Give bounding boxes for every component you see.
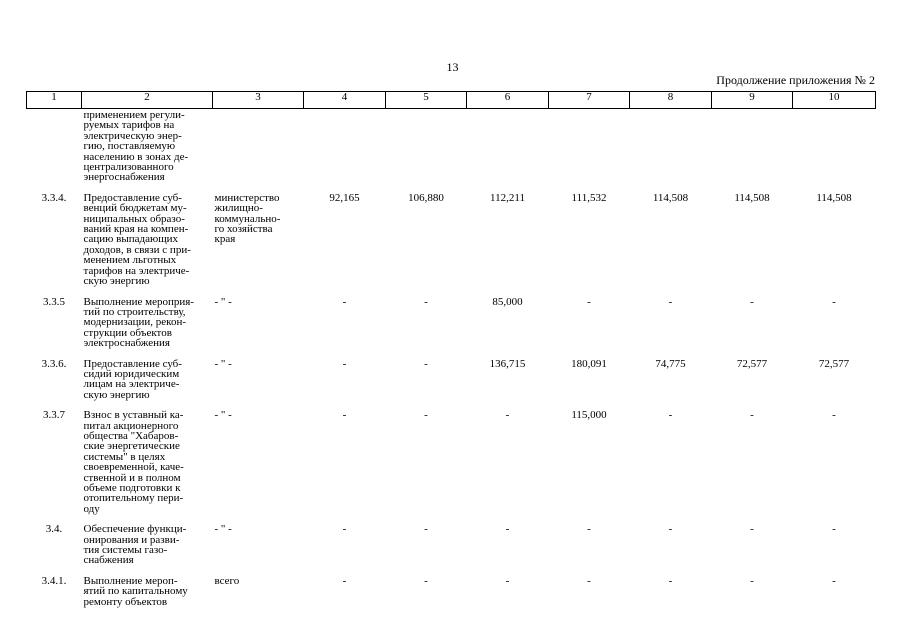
executor-line: жилищно-	[214, 202, 263, 215]
header-cell: 8	[630, 92, 712, 109]
value-cell: 72,577	[818, 357, 850, 370]
activity-name-line: тий по строительству,	[83, 305, 186, 318]
value-cell: -	[668, 409, 673, 422]
header-cell: 3	[213, 92, 304, 109]
executor-line: коммунально-	[214, 212, 281, 225]
table-row	[27, 193, 876, 297]
row-number	[27, 109, 82, 193]
value-cell: -	[424, 523, 428, 536]
activity-name-line: менением льготных	[83, 254, 177, 267]
value-cell	[467, 109, 549, 193]
activity-name-line: доходов, в связи с при-	[83, 243, 191, 256]
activity-name	[82, 193, 213, 297]
activity-name-line: гию, поставляемую	[83, 140, 176, 153]
value-cell	[304, 109, 386, 193]
executor-line: края	[214, 233, 236, 246]
activity-name-line: Обеспечение функци-	[83, 523, 187, 536]
activity-name	[82, 359, 213, 411]
activity-name-line: ственной и в полном	[83, 471, 181, 484]
value-cell: -	[342, 574, 347, 587]
value-cell: -	[424, 409, 428, 422]
executor-line: - " -	[214, 295, 232, 308]
value-cell: -	[832, 295, 836, 308]
activity-name	[82, 410, 213, 524]
continuation-note: Продолжение приложения № 2	[716, 73, 875, 87]
row-number: 3.3.7	[43, 409, 65, 422]
value-cell: 72,577	[736, 357, 768, 370]
activity-name-line: Предоставление суб-	[83, 191, 182, 204]
value-cell: -	[750, 295, 754, 308]
value-cell: -	[505, 409, 510, 422]
value-cell: 114,508	[816, 191, 852, 204]
activity-name-line: Выполнение мероприя-	[83, 295, 194, 308]
activity-name	[82, 297, 213, 359]
activity-name-line: скую энергию	[83, 275, 150, 288]
value-cell: -	[750, 409, 754, 422]
value-cell: 114,508	[734, 191, 770, 204]
activity-name-line: централизованного	[83, 161, 174, 174]
header-cell: 4	[304, 92, 386, 109]
header-cell: 6	[467, 92, 549, 109]
value-cell: -	[668, 574, 673, 587]
executor	[213, 109, 304, 193]
header-cell: 9	[712, 92, 793, 109]
table-row	[27, 576, 876, 617]
activity-name-line: Предоставление суб-	[83, 357, 182, 370]
row-number: 3.3.5	[43, 295, 65, 308]
executor	[213, 193, 304, 297]
value-cell	[793, 109, 876, 193]
value-cell: 74,775	[655, 357, 686, 370]
value-cell: 92,165	[329, 191, 360, 204]
value-cell: -	[832, 523, 836, 536]
activity-name-line: ремонту объектов	[83, 595, 168, 608]
activity-name-line: струкции объектов	[83, 326, 172, 339]
executor-line: - " -	[214, 523, 232, 536]
activity-name	[82, 109, 213, 193]
value-cell	[549, 109, 630, 193]
executor-line: - " -	[214, 357, 232, 370]
value-cell: -	[750, 574, 754, 587]
header-cell: 5	[386, 92, 467, 109]
activity-name-line: онирования и разви-	[83, 533, 180, 546]
row-number: 3.4.1.	[41, 574, 67, 587]
value-cell: -	[832, 409, 836, 422]
activity-name-line: сацию выпадающих	[83, 233, 179, 246]
program-table	[26, 91, 876, 617]
executor	[213, 524, 304, 576]
value-cell: 180,091	[571, 357, 607, 370]
activity-name-line: венций бюджетам му-	[83, 202, 187, 215]
activity-name-line: Взнос в уставный ка-	[83, 409, 184, 422]
value-cell: -	[342, 523, 347, 536]
activity-name-line: своевременной, каче-	[83, 461, 184, 474]
value-cell: -	[342, 295, 347, 308]
value-cell: 111,532	[571, 191, 607, 204]
activity-name-line: питал акционерного	[83, 419, 179, 432]
value-cell	[712, 109, 793, 193]
header-cell: 1	[27, 92, 82, 109]
header-row	[27, 92, 876, 109]
activity-name-line: отопительному пери-	[83, 492, 184, 505]
executor	[213, 359, 304, 411]
table-row	[27, 524, 876, 576]
value-cell: -	[424, 357, 428, 370]
activity-name-line: применением регули-	[83, 109, 185, 121]
activity-name-line: оду	[83, 502, 100, 515]
value-cell: -	[587, 295, 591, 308]
value-cell: -	[587, 523, 591, 536]
value-cell: 114,508	[652, 191, 689, 204]
activity-name-line: скую энергию	[83, 388, 150, 401]
activity-name-line: ваний края на компен-	[83, 223, 189, 236]
table-body	[27, 109, 876, 618]
activity-name-line: энергоснабжения	[83, 171, 165, 184]
activity-name-line: Выполнение мероп-	[83, 574, 178, 587]
executor	[213, 297, 304, 359]
value-cell: -	[505, 574, 510, 587]
row-number: 3.4.	[45, 523, 63, 536]
activity-name-line: лицам на электриче-	[83, 378, 180, 391]
header-cell: 2	[82, 92, 213, 109]
activity-name-line: объеме подготовки к	[83, 482, 181, 494]
value-cell: -	[424, 574, 428, 587]
activity-name-line: сидий юридическим	[83, 367, 180, 380]
table-row	[27, 109, 876, 193]
executor-line: министерство	[214, 191, 280, 204]
value-cell: 106,880	[408, 191, 444, 204]
row-number: 3.3.4.	[41, 191, 67, 204]
activity-name-line: модернизации, рекон-	[83, 316, 187, 329]
value-cell: 112,211	[490, 191, 525, 204]
value-cell: 115,000	[571, 409, 607, 422]
value-cell: 136,715	[489, 357, 526, 370]
activity-name-line: руемых тарифов на	[83, 119, 175, 132]
value-cell: -	[668, 295, 673, 308]
header-cell: 7	[549, 92, 630, 109]
activity-name-line: ятий по капитальному	[83, 585, 188, 598]
value-cell: -	[587, 574, 591, 587]
value-cell: -	[342, 357, 347, 370]
activity-name	[82, 576, 213, 617]
value-cell: -	[424, 295, 428, 308]
value-cell: -	[750, 523, 754, 536]
value-cell	[386, 109, 467, 193]
executor-line: всего	[214, 574, 240, 587]
executor-line: - " -	[214, 409, 232, 422]
page-number: 13	[446, 60, 459, 74]
header-cell: 10	[793, 92, 876, 109]
activity-name-line: тарифов на электриче-	[83, 264, 190, 277]
row-number: 3.3.6.	[41, 357, 67, 370]
activity-name-line: ские энергетические	[83, 440, 180, 453]
activity-name-line: снабжения	[83, 554, 134, 567]
activity-name-line: общества "Хабаров-	[83, 429, 179, 442]
executor	[213, 410, 304, 524]
value-cell	[630, 109, 712, 193]
activity-name-line: населению в зонах де-	[83, 150, 189, 163]
value-cell: 85,000	[492, 295, 523, 308]
activity-name-line: ниципальных образо-	[83, 212, 185, 225]
table-row	[27, 359, 876, 411]
executor	[213, 576, 304, 617]
activity-name	[82, 524, 213, 576]
table-row	[27, 297, 876, 359]
value-cell: -	[832, 574, 836, 587]
executor-line: го хозяйства	[214, 223, 273, 236]
value-cell: -	[668, 523, 673, 536]
activity-name-line: системы" в целях	[83, 450, 166, 463]
table-row	[27, 410, 876, 524]
activity-name-line: тия системы газо-	[83, 544, 168, 557]
value-cell: -	[342, 409, 347, 422]
activity-name-line: электрическую энер-	[83, 129, 182, 142]
value-cell: -	[505, 523, 510, 536]
activity-name-line: электроснабжения	[83, 337, 170, 350]
